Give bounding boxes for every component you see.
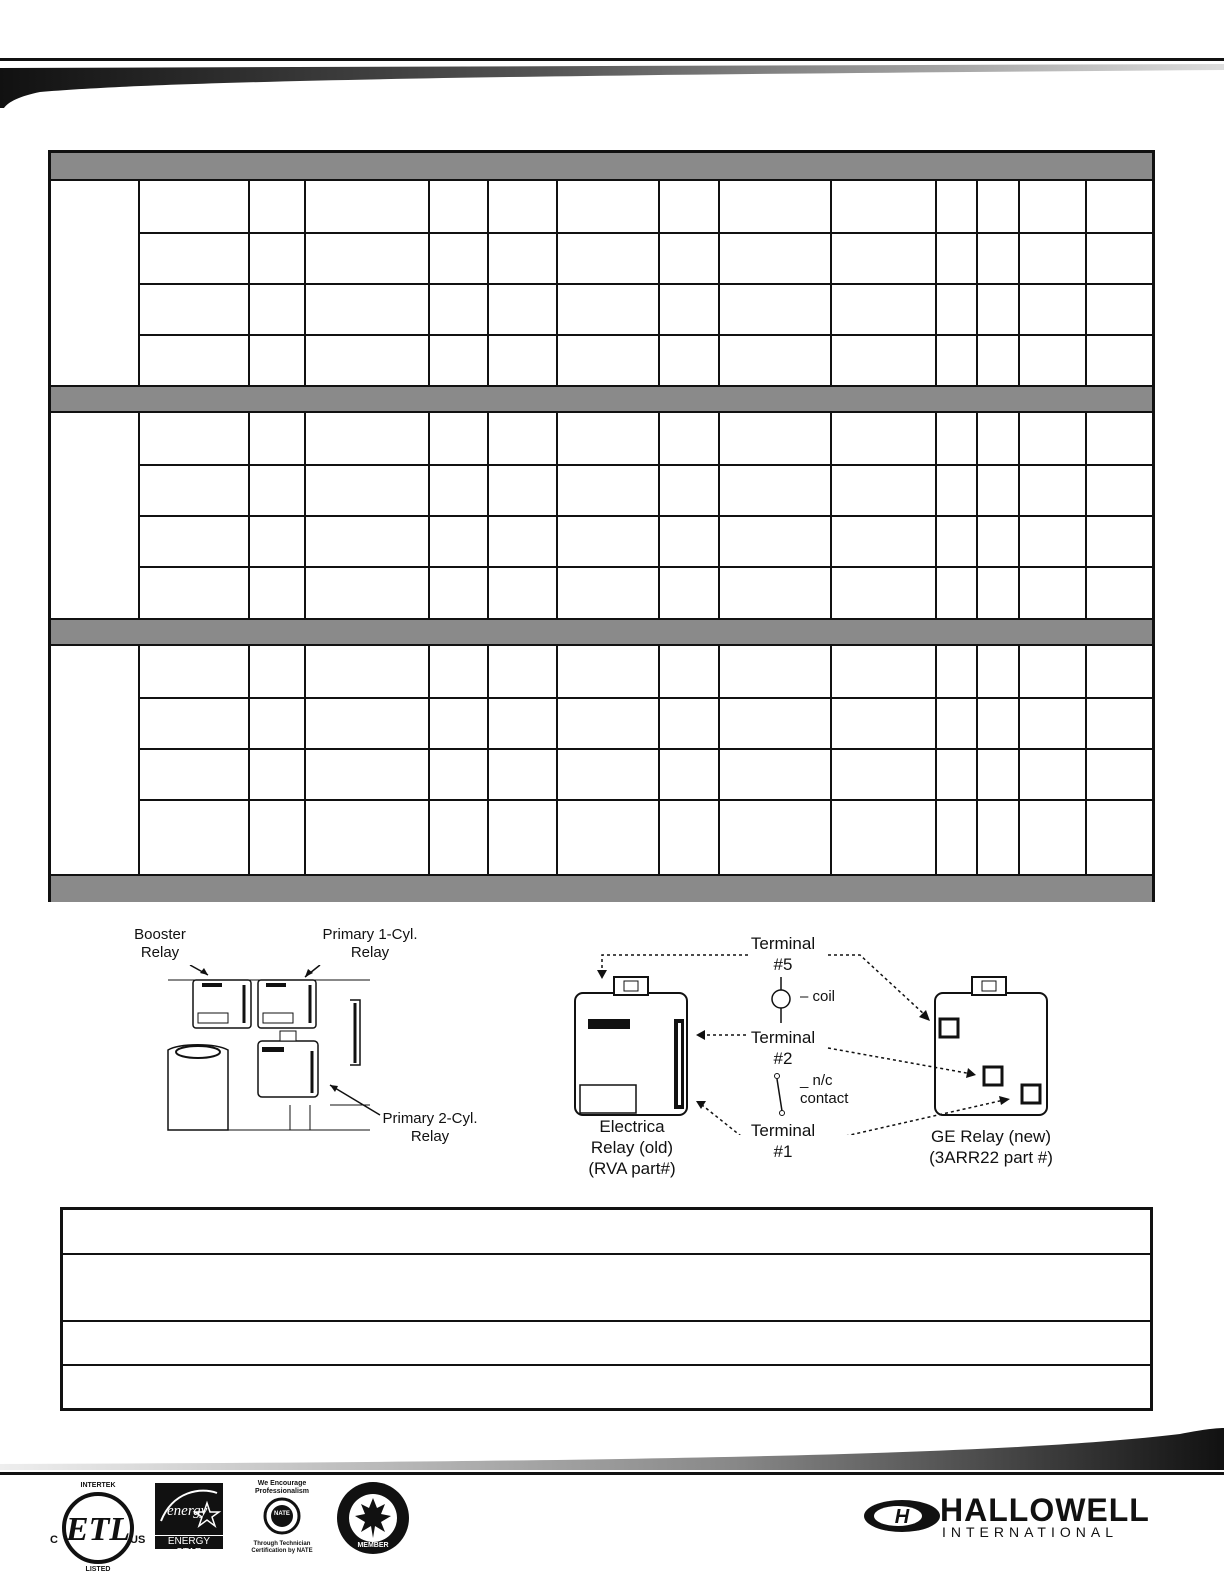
section-band-4 [51,874,1152,902]
etl-top-text: INTERTEK [80,1482,116,1489]
terminal-2-label: Terminal #2 [750,1028,816,1068]
svg-text:H: H [894,1506,910,1528]
grid-line [935,181,937,385]
grid-line [830,181,832,385]
grid-line [138,697,1152,699]
grid-line [935,646,937,874]
grid-line [658,413,660,618]
grid-line [248,413,250,618]
grid-line [1085,646,1087,874]
nate-logo [244,1480,320,1552]
energy-star-logo [155,1483,223,1558]
grid-line [138,283,1152,285]
grid-line [1018,413,1020,618]
grid-line [1018,646,1020,874]
grid-line [487,646,489,874]
grid-line [1018,181,1020,385]
etl-c-text: C [50,1534,58,1546]
grid-line [428,646,430,874]
etl-seal-icon [50,1480,146,1576]
grid-line [830,646,832,874]
grid-line [138,464,1152,466]
primary-1cyl-relay-label: Primary 1-Cyl. Relay [322,926,418,961]
nate-bottom-text: Through Technician Certification by NATE [251,1541,313,1554]
footer-swoosh [0,1428,1224,1472]
header-swoosh [0,62,1224,108]
header-rule [0,58,1224,61]
terminal-1-label: Terminal #1 [750,1121,816,1161]
grid-line [556,646,558,874]
brand-sub: INTERNATIONAL [942,1524,1118,1540]
notes-row-divider [63,1364,1150,1366]
footer-rule [0,1472,1224,1475]
coil-label: – coil [800,988,836,1005]
contact-label: _ n/c contact [800,1072,849,1107]
grid-line [138,799,1152,801]
grid-line [1085,413,1087,618]
grid-line [976,181,978,385]
hallowell-logo [862,1494,1162,1540]
grid-line [428,181,430,385]
grid-line [487,181,489,385]
relay-location-diagram [160,965,390,1135]
usgbc-logo [335,1480,411,1556]
svg-text:ETL: ETL [65,1511,131,1548]
grid-line [138,413,140,618]
nate-badge-text: NATE [274,1511,290,1517]
brand-name: HALLOWELL [940,1492,1150,1528]
grid-line [718,646,720,874]
grid-line [304,181,306,385]
new-relay-label: GE Relay (new) (3ARR22 part #) [929,1127,1053,1167]
section-band-3 [51,618,1152,646]
notes-row-divider [63,1253,1150,1255]
energy-star-text: ENERGY STAR [155,1535,223,1558]
grid-line [718,413,720,618]
section-band-1 [51,153,1152,181]
usgbc-badge-text: MEMBER [357,1542,389,1549]
primary-2cyl-relay-label: Primary 2-Cyl. Relay [382,1110,478,1145]
spec-table [48,150,1155,902]
old-relay-label: Electrica Relay (old) (RVA part#) [588,1117,676,1178]
grid-line [138,748,1152,750]
grid-line [304,646,306,874]
terminal-5-label: Terminal #5 [750,934,816,974]
svg-text:energy: energy [167,1503,208,1519]
grid-line [935,413,937,618]
grid-line [138,515,1152,517]
grid-line [138,232,1152,234]
grid-line [976,413,978,618]
grid-line [556,413,558,618]
grid-line [138,566,1152,568]
etl-bottom-text: LISTED [85,1566,111,1573]
notes-table [60,1207,1153,1411]
section-band-2 [51,385,1152,413]
energy-star-icon [155,1483,223,1533]
grid-line [138,646,140,874]
grid-line [976,646,978,874]
grid-line [658,646,660,874]
grid-line [248,646,250,874]
nate-top-text: We Encourage Professionalism [254,1480,310,1495]
grid-line [138,181,140,385]
grid-line [830,413,832,618]
grid-line [658,181,660,385]
etl-logo [50,1480,146,1576]
notes-row-divider [63,1320,1150,1322]
grid-line [248,181,250,385]
grid-line [556,181,558,385]
grid-line [1085,181,1087,385]
grid-line [718,181,720,385]
grid-line [138,334,1152,336]
grid-line [428,413,430,618]
grid-line [304,413,306,618]
hallowell-h-icon [862,1496,942,1536]
booster-relay-label: Booster Relay [134,926,186,961]
etl-us-text: US [130,1534,146,1546]
grid-line [487,413,489,618]
